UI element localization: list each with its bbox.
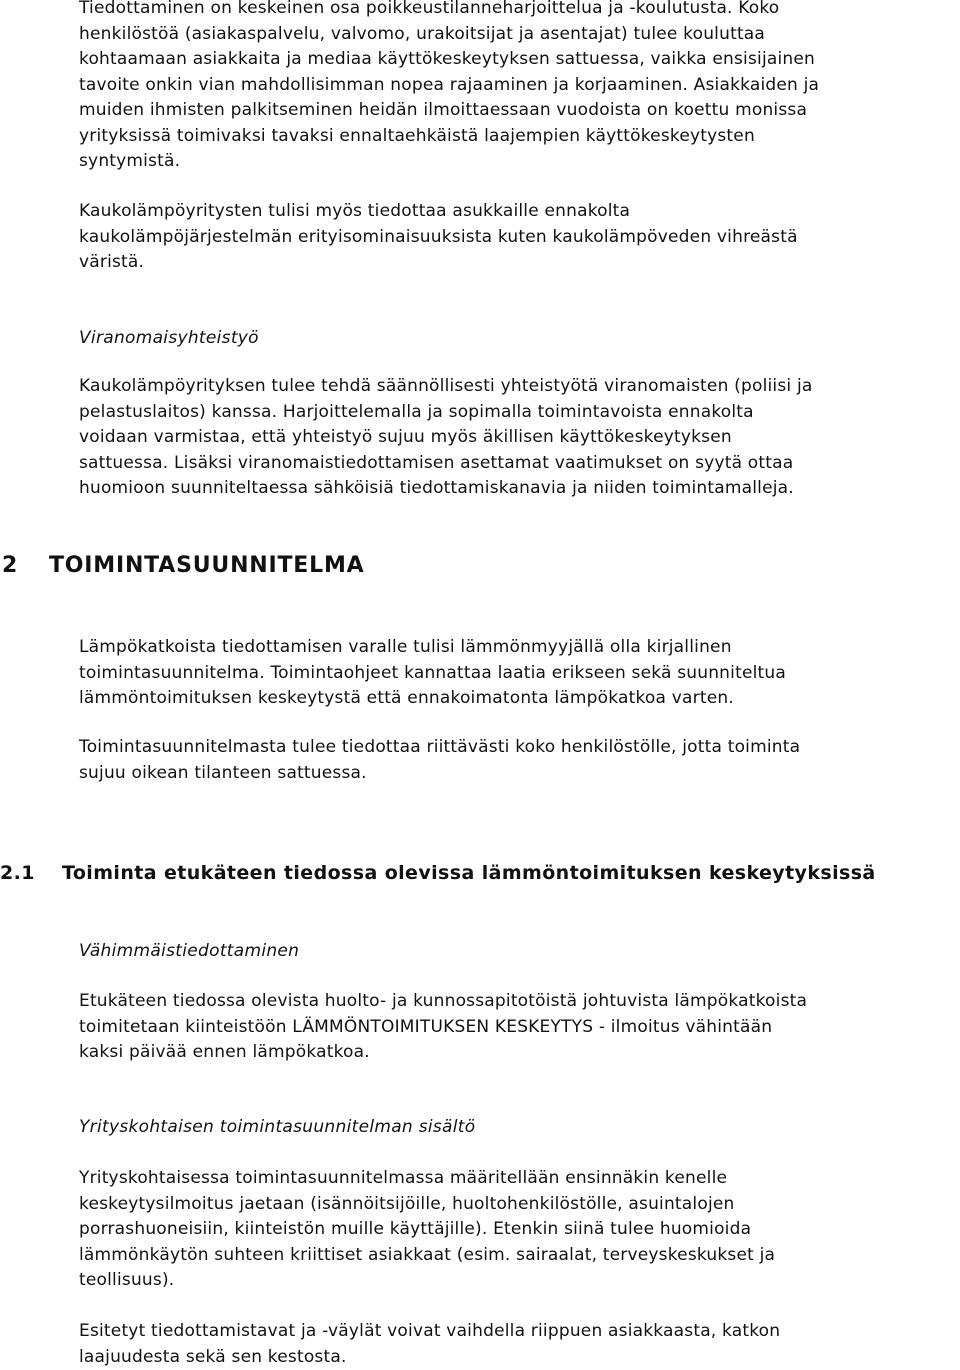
text-line: yrityksissä toimivaksi tavaksi ennaltaehkäistä laajempien käyttökeskeytysten (79, 124, 959, 150)
text-line: toimitetaan kiinteistöön LÄMMÖNTOIMITUKSEN KESKEYTYS - ilmoitus vähintään (79, 1015, 959, 1041)
text-line: pelastuslaitos) kanssa. Harjoittelemalla ja sopimalla toimintavoista ennakolta (79, 400, 959, 426)
text-line: sujuu oikean tilanteen sattuessa. (79, 761, 959, 787)
text-line: Esitetyt tiedottamistavat ja -väylät voivat vaihdella riippuen asiakkaasta, katkon (79, 1319, 959, 1345)
text-line: keskeytysilmoitus jaetaan (isännöitsijöille, huoltohenkilöstölle, asuintalojen (79, 1192, 959, 1218)
text-line: tavoite onkin vian mahdollisimman nopea rajaaminen ja korjaaminen. Asiakkaiden ja (79, 73, 959, 99)
text-line: huomioon suunniteltaessa sähköisiä tiedottamiskanavia ja niiden toimintamalleja. (79, 476, 959, 502)
text-line: Tiedottaminen on keskeinen osa poikkeustilanneharjoittelua ja -koulutusta. Koko (79, 0, 959, 22)
intro-paragraph (79, 0, 959, 175)
text-line: väristä. (79, 250, 959, 276)
text-line: Yrityskohtaisessa toimintasuunnitelmassa määritellään ensinnäkin kenelle (79, 1166, 959, 1192)
section-2-paragraph-1 (79, 635, 959, 712)
company-plan-subheading: Yrityskohtaisen toimintasuunnitelman sisältö (79, 1115, 475, 1140)
text-line: syntymistä. (79, 149, 959, 175)
section-number: 2.1 (0, 862, 62, 884)
text-line: kohtaamaan asiakkaita ja mediaa käyttökeskeytyksen sattuessa, vaikka ensisijainen (79, 47, 959, 73)
text-line: kaukolämpöjärjestelmän erityisominaisuuksista kuten kaukolämpöveden vihreästä (79, 225, 959, 251)
text-line: Kaukolämpöyritysten tulisi myös tiedottaa asukkaille ennakolta (79, 199, 959, 225)
district-heat-paragraph (79, 199, 959, 276)
text-line: kaksi päivää ennen lämpökatkoa. (79, 1040, 959, 1066)
company-plan-paragraph-2 (79, 1319, 959, 1370)
text-line: voidaan varmistaa, että yhteistyö sujuu myös äkillisen käyttökeskeytyksen (79, 425, 959, 451)
section-2-paragraph-2 (79, 735, 959, 786)
min-info-paragraph (79, 989, 959, 1066)
text-line: porrashuoneisiin, kiinteistön muille käyttäjille). Etenkin siinä tulee huomioida (79, 1217, 959, 1243)
text-line: teollisuus). (79, 1268, 959, 1294)
section-title: TOIMINTASUUNNITELMA (49, 553, 364, 578)
authorities-paragraph (79, 374, 959, 502)
text-line: laajuudesta sekä sen kestosta. (79, 1345, 959, 1370)
text-line: lämmöntoimituksen keskeytystä että ennakoimatonta lämpökatkoa varten. (79, 686, 959, 712)
min-info-subheading: Vähimmäistiedottaminen (79, 939, 299, 964)
text-line: lämmönkäytön suhteen kriittiset asiakkaat (esim. sairaalat, terveyskeskukset ja (79, 1243, 959, 1269)
text-line: sattuessa. Lisäksi viranomaistiedottamisen asettamat vaatimukset on syytä ottaa (79, 451, 959, 477)
text-line: Lämpökatkoista tiedottamisen varalle tulisi lämmönmyyjällä olla kirjallinen (79, 635, 959, 661)
section-title: Toiminta etukäteen tiedossa olevissa lämmöntoimituksen keskeytyksissä (62, 862, 876, 884)
text-line: Kaukolämpöyrityksen tulee tehdä säännöllisesti yhteistyötä viranomaisten (poliisi ja (79, 374, 959, 400)
authorities-subheading: Viranomaisyhteistyö (79, 326, 259, 351)
text-line: Toimintasuunnitelmasta tulee tiedottaa riittävästi koko henkilöstölle, jotta toiminta (79, 735, 959, 761)
text-line: Etukäteen tiedossa olevista huolto- ja kunnossapitotöistä johtuvista lämpökatkoista (79, 989, 959, 1015)
section-number: 2 (0, 553, 49, 578)
text-line: muiden ihmisten palkitseminen heidän ilmoittaessaan vuodoista on koettu monissa (79, 98, 959, 124)
section-2-1-heading (0, 862, 876, 884)
company-plan-paragraph-1 (79, 1166, 959, 1294)
section-2-heading (0, 553, 364, 578)
text-line: toimintasuunnitelma. Toimintaohjeet kannattaa laatia erikseen sekä suunniteltua (79, 661, 959, 687)
text-line: henkilöstöä (asiakaspalvelu, valvomo, urakoitsijat ja asentajat) tulee kouluttaa (79, 22, 959, 48)
